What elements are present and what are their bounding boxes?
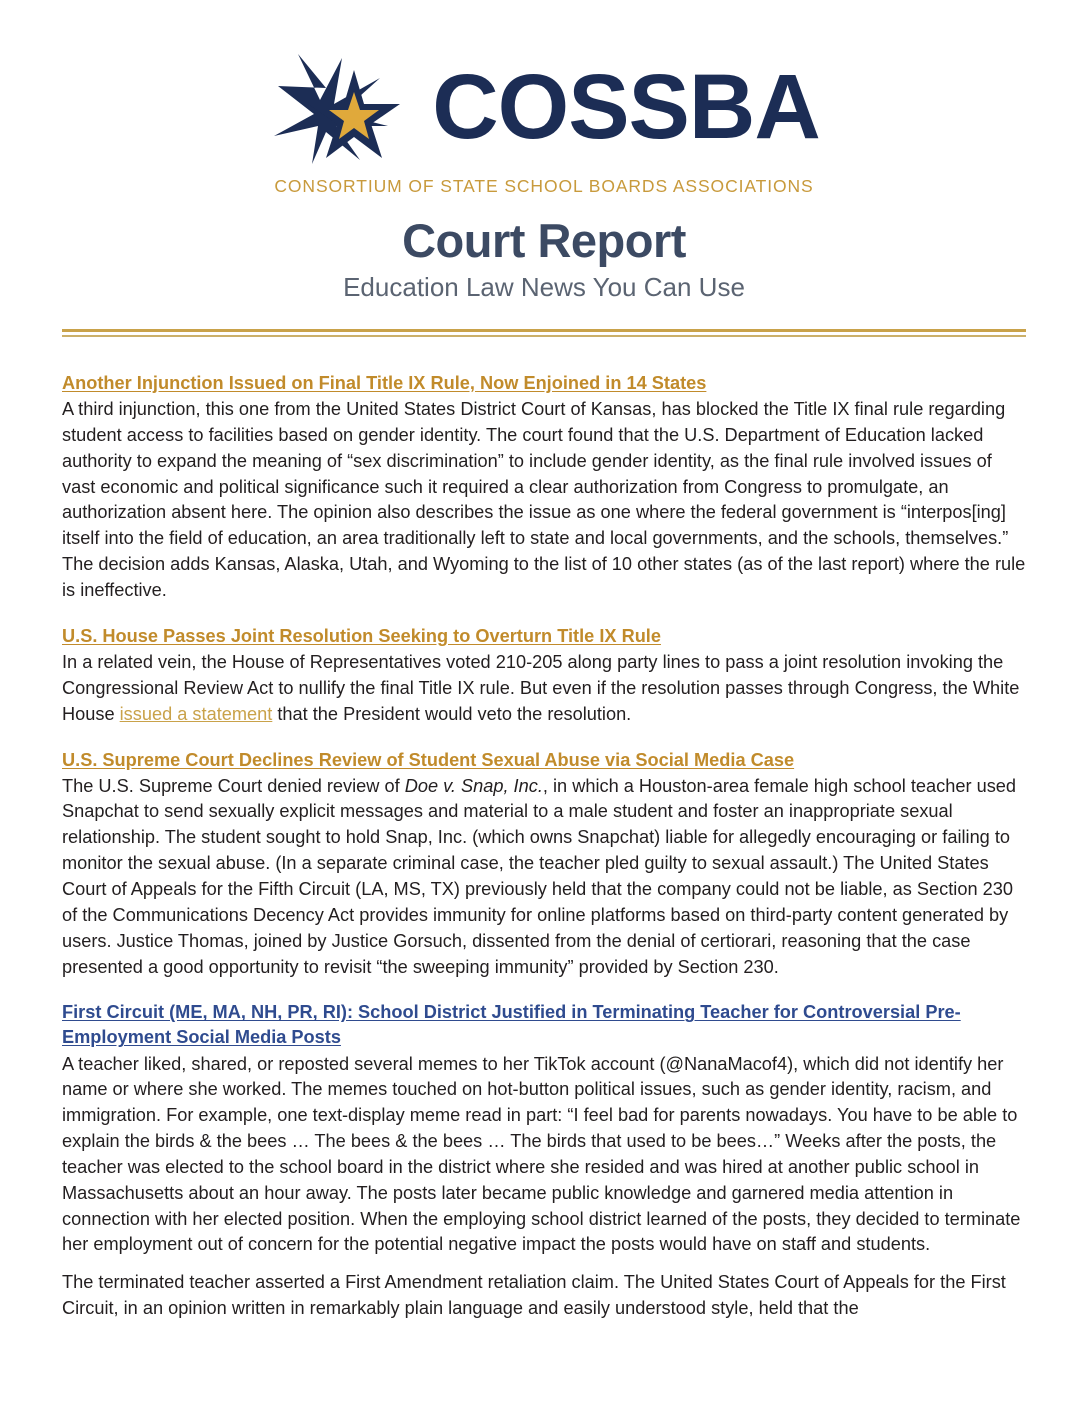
divider-rule-thick	[62, 329, 1026, 332]
header-divider	[62, 329, 1026, 343]
logo-wordmark: COSSBA	[432, 56, 820, 159]
article-heading[interactable]: Another Injunction Issued on Final Title IX Rule, Now Enjoined in 14 States	[62, 373, 707, 393]
logo-row	[62, 48, 1026, 168]
issued-a-statement-link[interactable]: issued a statement	[119, 703, 273, 724]
article-heading[interactable]: U.S. House Passes Joint Resolution Seeking to Overturn Title IX Rule	[62, 625, 661, 646]
logo-tagline: CONSORTIUM OF STATE SCHOOL BOARDS ASSOCIATIONS	[274, 176, 814, 196]
article-title-ix-injunction	[62, 371, 1026, 604]
divider-rule-thin	[62, 335, 1026, 337]
paragraph-suffix: that the President would veto the resolution.	[272, 703, 632, 724]
article-paragraph: The terminated teacher asserted a First Amendment retaliation claim. The United States Court of Appeals for the First Circuit, in an opinion written in remarkably plain language and easily understood style, held that the	[62, 1272, 1006, 1319]
article-first-circuit-teacher-posts	[62, 1000, 1026, 1322]
article-paragraph: A third injunction, this one from the United States District Court of Kansas, has blocked the Title IX final rule regarding student access to facilities based on gender identity. The court found that the U.S. Department of Education lacked authority to expand the meaning of “sex discrimination” to include gender identity, as the final rule involved issues of vast economic and political significance such it required a clear authorization from Congress to promulgate, an authorization absent here. The opinion also describes the issue as one where the federal government is “interpos[ing] itself into the field of education, an area traditionally left to state and local governments, and the schools, themselves.” The decision adds Kansas, Alaska, Utah, and Wyoming to the list of 10 other states (as of the last report) where the rule is ineffective.	[62, 399, 1026, 601]
article-body	[62, 650, 1026, 728]
paragraph-suffix: , in which a Houston-area female high school teacher used Snapchat to send sexually explicit messages and material to a male student and foster an inappropriate sexual relationship. The student sought to hold Snap, Inc. (which owns Snapchat) liable for allegedly encouraging or failing to monitor the sexual abuse. (In a separate criminal case, the teacher pled guilty to sexual assault.) The United States Court of Appeals for the Fifth Circuit (LA, MS, TX) previously held that the company could not be liable, as Section 230 of the Communications Decency Act provides immunity for online platforms based on third-party content generated by users. Justice Thomas, joined by Justice Gorsuch, dissented from the denial of certiorari, reasoning that the case presented a good opportunity to revisit “the sweeping immunity” provided by Section 230.	[62, 775, 1017, 977]
article-house-joint-resolution	[62, 624, 1026, 728]
paragraph-prefix: The U.S. Supreme Court denied review of	[62, 775, 405, 796]
page-subtitle: Education Law News You Can Use	[343, 272, 745, 302]
paragraph-prefix: In a related vein, the House of Representatives voted 210-205 along party lines to pass a joint resolution invoking the Congressional Review Act to nullify the final Title IX rule. But even if the resolution passes through Congress, the White House	[62, 651, 1020, 724]
case-name: Doe v. Snap, Inc.	[404, 775, 543, 796]
article-paragraph	[62, 774, 1026, 981]
article-paragraph: A teacher liked, shared, or reposted several memes to her TikTok account (@NanaMacof4), which did not identify her name or where she worked. The memes touched on hot-button political issues, such as gender identity, racism, and immigration. For example, one text-display meme read in part: “I feel bad for parents nowadays. You have to be able to explain the birds & the bees … The bees & the bees … The birds that used to be bees…” Weeks after the posts, the teacher was elected to the school board in the district where she resided and was hired at another public school in Massachusetts about an hour away. The posts later became public knowledge and garnered media attention in connection with her elected position. When the employing school district learned of the posts, they decided to terminate her employment out of concern for the potential negative impact the posts would have on staff and students.	[62, 1053, 1021, 1255]
article-heading[interactable]: U.S. Supreme Court Declines Review of Student Sexual Abuse via Social Media Case	[62, 749, 795, 770]
article-body	[62, 1052, 1026, 1322]
cossba-star-logo-icon	[268, 48, 418, 168]
page-title: Court Report	[402, 214, 686, 267]
article-body	[62, 774, 1026, 981]
masthead	[62, 34, 1026, 303]
article-heading[interactable]: First Circuit (ME, MA, NH, PR, RI): School District Justified in Terminating Teacher for Controversial Pre-Employment Social Media Posts	[62, 1002, 961, 1048]
article-body	[62, 397, 1026, 604]
article-paragraph	[62, 650, 1026, 728]
article-list	[62, 371, 1026, 1322]
article-supreme-court-snap	[62, 748, 1026, 981]
